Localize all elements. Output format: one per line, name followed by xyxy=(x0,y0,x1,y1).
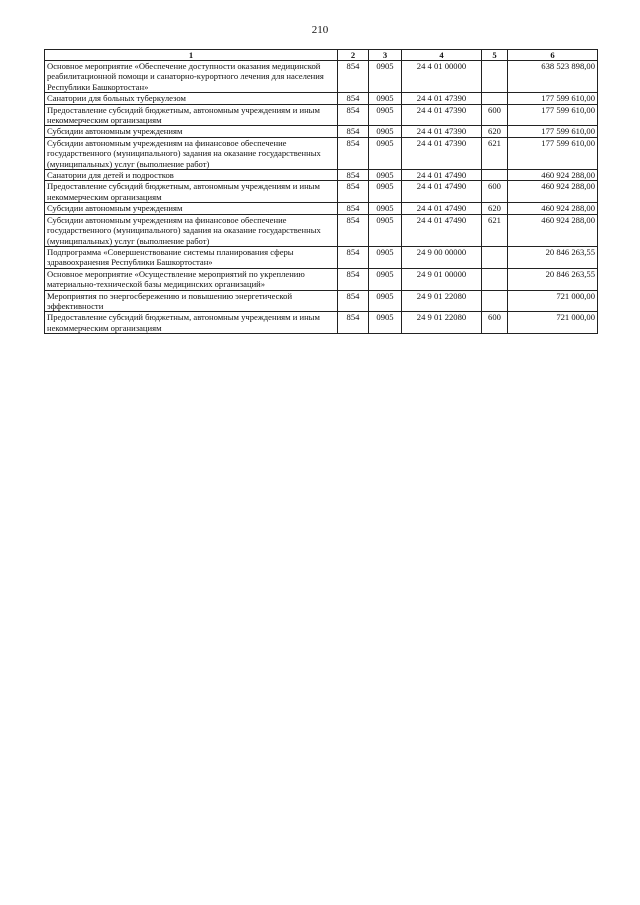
row-name-cell: Основное мероприятие «Обеспечение доступности оказания медицинской реабилитационной помощи и санаторно-курортного лечения для населения Республики Башкортостан» xyxy=(45,61,338,93)
row-type-cell xyxy=(482,93,508,104)
row-section-cell: 0905 xyxy=(369,170,402,181)
table-row xyxy=(45,93,598,104)
table-row xyxy=(45,137,598,169)
row-type-cell xyxy=(482,170,508,181)
row-type-cell: 600 xyxy=(482,181,508,203)
row-ministry-cell: 854 xyxy=(338,181,369,203)
row-target-cell: 24 9 01 22080 xyxy=(402,312,482,334)
row-type-cell xyxy=(482,268,508,290)
row-section-cell: 0905 xyxy=(369,268,402,290)
row-name-cell: Предоставление субсидий бюджетным, автономным учреждениям и иным некоммерческим организациям xyxy=(45,312,338,334)
row-ministry-cell: 854 xyxy=(338,104,369,126)
table-body xyxy=(45,61,598,334)
header-cell-1: 1 xyxy=(45,50,338,61)
row-section-cell: 0905 xyxy=(369,203,402,214)
row-section-cell: 0905 xyxy=(369,181,402,203)
row-ministry-cell: 854 xyxy=(338,268,369,290)
row-type-cell: 620 xyxy=(482,203,508,214)
row-ministry-cell: 854 xyxy=(338,290,369,312)
row-ministry-cell: 854 xyxy=(338,137,369,169)
row-section-cell: 0905 xyxy=(369,126,402,137)
row-target-cell: 24 9 01 00000 xyxy=(402,268,482,290)
row-name-cell: Предоставление субсидий бюджетным, автономным учреждениям и иным некоммерческим организациям xyxy=(45,104,338,126)
row-amount-cell: 177 599 610,00 xyxy=(508,93,598,104)
row-ministry-cell: 854 xyxy=(338,61,369,93)
row-amount-cell: 460 924 288,00 xyxy=(508,181,598,203)
header-cell-6: 6 xyxy=(508,50,598,61)
row-type-cell: 600 xyxy=(482,104,508,126)
table-row xyxy=(45,126,598,137)
row-section-cell: 0905 xyxy=(369,246,402,268)
row-name-cell: Основное мероприятие «Осуществление мероприятий по укреплению материально-технической базы медицинских организаций» xyxy=(45,268,338,290)
row-section-cell: 0905 xyxy=(369,104,402,126)
table-row xyxy=(45,268,598,290)
row-target-cell: 24 4 01 47490 xyxy=(402,203,482,214)
row-section-cell: 0905 xyxy=(369,93,402,104)
table-row xyxy=(45,181,598,203)
row-target-cell: 24 4 01 00000 xyxy=(402,61,482,93)
header-cell-5: 5 xyxy=(482,50,508,61)
row-target-cell: 24 4 01 47490 xyxy=(402,214,482,246)
budget-table xyxy=(44,49,598,334)
row-target-cell: 24 4 01 47490 xyxy=(402,181,482,203)
row-section-cell: 0905 xyxy=(369,61,402,93)
row-amount-cell: 721 000,00 xyxy=(508,312,598,334)
row-amount-cell: 638 523 898,00 xyxy=(508,61,598,93)
table-row xyxy=(45,203,598,214)
row-target-cell: 24 9 00 00000 xyxy=(402,246,482,268)
row-name-cell: Санатории для детей и подростков xyxy=(45,170,338,181)
row-name-cell: Субсидии автономным учреждениям xyxy=(45,203,338,214)
row-name-cell: Предоставление субсидий бюджетным, автономным учреждениям и иным некоммерческим организациям xyxy=(45,181,338,203)
table-row xyxy=(45,61,598,93)
row-target-cell: 24 4 01 47390 xyxy=(402,137,482,169)
row-amount-cell: 177 599 610,00 xyxy=(508,104,598,126)
header-cell-4: 4 xyxy=(402,50,482,61)
row-amount-cell: 721 000,00 xyxy=(508,290,598,312)
row-section-cell: 0905 xyxy=(369,290,402,312)
row-ministry-cell: 854 xyxy=(338,246,369,268)
row-ministry-cell: 854 xyxy=(338,203,369,214)
row-target-cell: 24 4 01 47390 xyxy=(402,93,482,104)
row-type-cell xyxy=(482,61,508,93)
row-ministry-cell: 854 xyxy=(338,93,369,104)
table-row xyxy=(45,104,598,126)
row-name-cell: Санатории для больных туберкулезом xyxy=(45,93,338,104)
row-amount-cell: 177 599 610,00 xyxy=(508,137,598,169)
row-amount-cell: 460 924 288,00 xyxy=(508,170,598,181)
row-target-cell: 24 9 01 22080 xyxy=(402,290,482,312)
row-ministry-cell: 854 xyxy=(338,170,369,181)
row-target-cell: 24 4 01 47390 xyxy=(402,126,482,137)
row-type-cell: 621 xyxy=(482,137,508,169)
page-number: 210 xyxy=(311,24,329,36)
row-section-cell: 0905 xyxy=(369,214,402,246)
row-amount-cell: 460 924 288,00 xyxy=(508,203,598,214)
row-target-cell: 24 4 01 47390 xyxy=(402,104,482,126)
row-target-cell: 24 4 01 47490 xyxy=(402,170,482,181)
table-row xyxy=(45,246,598,268)
row-name-cell: Субсидии автономным учреждениям xyxy=(45,126,338,137)
row-name-cell: Субсидии автономным учреждениям на финансовое обеспечение государственного (муниципального) задания на оказание государственных (муниципальных) услуг (выполнение работ) xyxy=(45,214,338,246)
header-cell-2: 2 xyxy=(338,50,369,61)
row-section-cell: 0905 xyxy=(369,312,402,334)
row-type-cell: 620 xyxy=(482,126,508,137)
row-ministry-cell: 854 xyxy=(338,312,369,334)
row-type-cell: 600 xyxy=(482,312,508,334)
row-ministry-cell: 854 xyxy=(338,126,369,137)
row-name-cell: Подпрограмма «Совершенствование системы планирования сферы здравоохранения Республики Башкортостан» xyxy=(45,246,338,268)
row-section-cell: 0905 xyxy=(369,137,402,169)
table-row xyxy=(45,290,598,312)
row-amount-cell: 20 846 263,55 xyxy=(508,246,598,268)
row-type-cell xyxy=(482,246,508,268)
row-type-cell: 621 xyxy=(482,214,508,246)
row-amount-cell: 460 924 288,00 xyxy=(508,214,598,246)
row-amount-cell: 20 846 263,55 xyxy=(508,268,598,290)
row-name-cell: Мероприятия по энергосбережению и повышению энергетической эффективности xyxy=(45,290,338,312)
header-row xyxy=(45,50,598,61)
table-row xyxy=(45,312,598,334)
table-row xyxy=(45,214,598,246)
row-type-cell xyxy=(482,290,508,312)
table-row xyxy=(45,170,598,181)
header-cell-3: 3 xyxy=(369,50,402,61)
row-amount-cell: 177 599 610,00 xyxy=(508,126,598,137)
row-ministry-cell: 854 xyxy=(338,214,369,246)
row-name-cell: Субсидии автономным учреждениям на финансовое обеспечение государственного (муниципального) задания на оказание государственных (муниципальных) услуг (выполнение работ) xyxy=(45,137,338,169)
